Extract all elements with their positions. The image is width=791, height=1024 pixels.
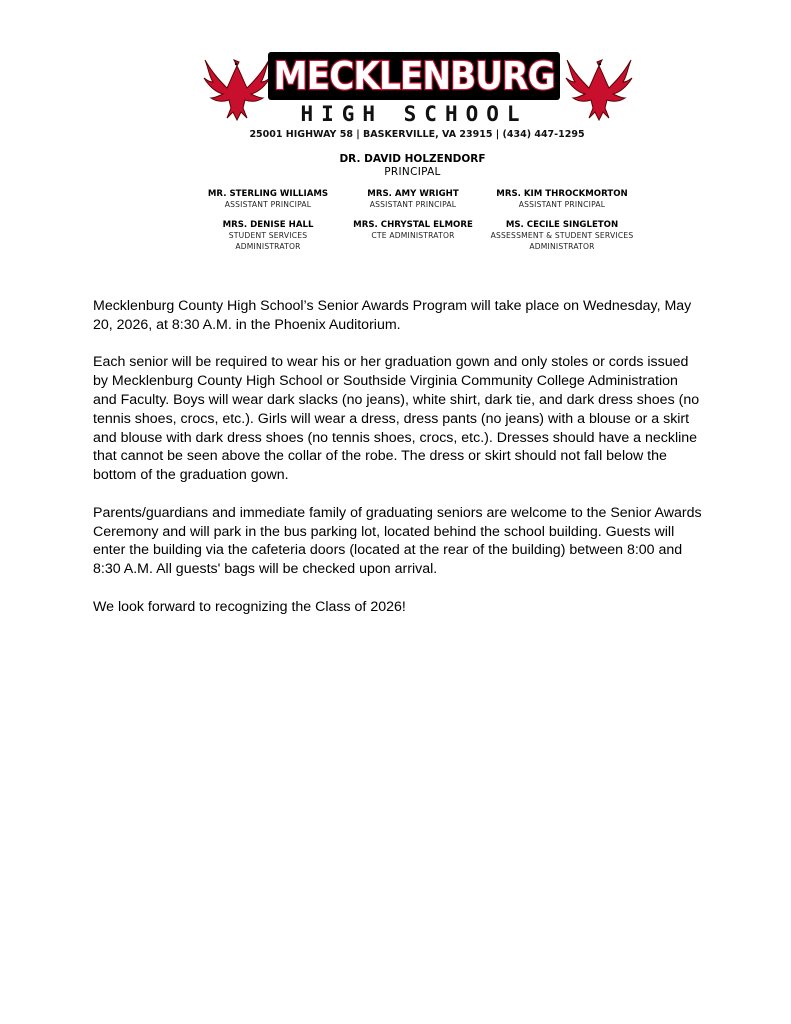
principal-name: DR. DAVID HOLZENDORF <box>339 153 486 165</box>
staff-entry <box>328 189 498 211</box>
school-name: MECKLENBURG <box>273 54 555 98</box>
school-address: 25001 HIGHWAY 58 | BASKERVILLE, VA 23915 | (434) 447-1295 <box>249 129 585 140</box>
staff-name: MRS. CHRYSTAL ELMORE <box>353 220 473 230</box>
staff-name: MRS. AMY WRIGHT <box>367 189 459 199</box>
staff-entry <box>328 220 498 242</box>
staff-role: ASSISTANT PRINCIPAL <box>224 200 312 209</box>
paragraph: Parents/guardians and immediate family of graduating seniors are welcome to the Senior Awards Ceremony and will park in the bus parking lot, located behind the school building. Guests will enter the building via the cafeteria doors (located at the rear of the building) between 8:00 and 8:30 A.M. All guests' bags will be checked upon arrival. <box>93 504 702 578</box>
letter-body <box>93 297 705 635</box>
staff-role: STUDENT SERVICES <box>228 231 308 240</box>
school-wordmark <box>268 52 560 100</box>
paragraph: Each senior will be required to wear his or her graduation gown and only stoles or cords issued by Mecklenburg County High School or Southside Virginia Community College Administration and Faculty. Boys will wear dark slacks (no jeans), white shirt, dark tie, and dark dress shoes (no tennis shoes, crocs, etc.). Girls will wear a dress, dress pants (no jeans) with a blouse or a skirt and blouse with dark dress shoes (no tennis shoes, crocs, etc.). Dresses should have a neckline that cannot be seen above the collar of the robe. The dress or skirt should not fall below the bottom of the graduation gown. <box>93 354 700 484</box>
staff-name: MS. CECILE SINGLETON <box>505 220 619 230</box>
letterhead <box>0 0 791 270</box>
paragraph: We look forward to recognizing the Class of 2026! <box>93 598 406 615</box>
staff-role: ASSESSMENT & STUDENT SERVICES <box>490 231 634 240</box>
staff-name: MRS. DENISE HALL <box>222 220 314 230</box>
staff-role: ASSISTANT PRINCIPAL <box>369 200 457 209</box>
paragraph: Mecklenburg County High School’s Senior Awards Program will take place on Wednesday, May 20, 2026, at 8:30 A.M. in the Phoenix Auditorium. <box>93 298 692 333</box>
staff-role: ASSISTANT PRINCIPAL <box>518 200 606 209</box>
staff-entry <box>477 189 647 211</box>
phoenix-icon <box>203 52 271 122</box>
phoenix-icon <box>565 52 633 122</box>
principal-title: PRINCIPAL <box>384 166 441 178</box>
staff-role: ADMINISTRATOR <box>235 241 301 251</box>
staff-role: ADMINISTRATOR <box>529 241 595 251</box>
school-type: HIGH SCHOOL <box>300 102 528 126</box>
staff-name: MR. STERLING WILLIAMS <box>207 189 329 199</box>
staff-name: MRS. KIM THROCKMORTON <box>496 189 628 199</box>
staff-entry <box>477 220 647 252</box>
staff-role: CTE ADMINISTRATOR <box>371 231 455 240</box>
